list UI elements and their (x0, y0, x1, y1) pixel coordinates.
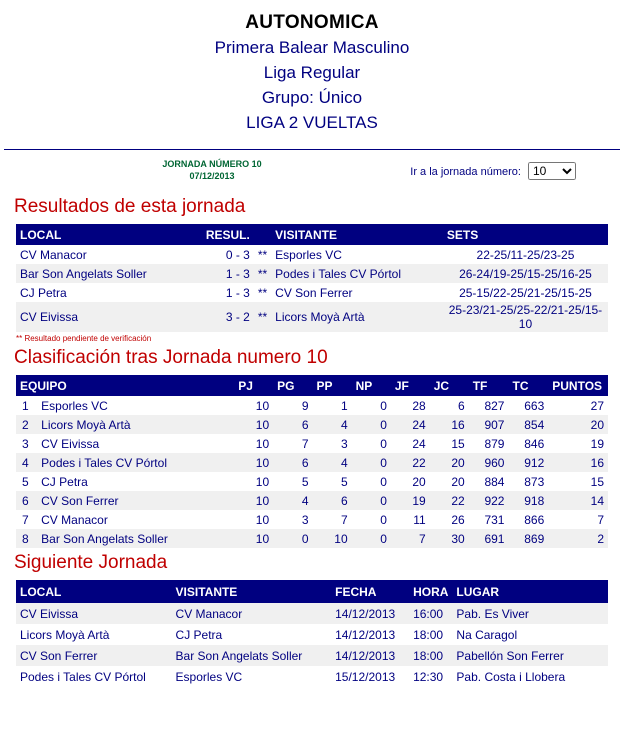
team-np: 0 (380, 436, 387, 451)
team-position: 7 (22, 512, 29, 527)
team-tc: 663 (524, 398, 545, 413)
header-divider (4, 149, 620, 150)
team-tf: 907 (484, 417, 505, 432)
next-lugar: Pab. Costa i Llobera (456, 669, 566, 684)
category-line: Primera Balear Masculino (214, 38, 410, 57)
team-name: CV Son Ferrer (41, 493, 119, 508)
team-np: 0 (380, 455, 387, 470)
classification-col-pp: PP (313, 375, 352, 396)
page-header (0, 0, 624, 135)
team-pp: 4 (340, 417, 348, 432)
table-row (16, 624, 608, 645)
result-score: 1 - 3 (225, 285, 250, 300)
team-pg: 3 (301, 512, 309, 527)
jornada-number-label: JORNADA NÚMERO 10 (162, 159, 262, 169)
team-position: 8 (22, 531, 29, 546)
team-jf: 11 (413, 512, 426, 527)
classification-col-tf: TF (469, 375, 509, 396)
next-local: Podes i Tales CV Pórtol (20, 669, 146, 684)
team-tf: 691 (484, 531, 505, 546)
next-header-row (16, 580, 608, 603)
team-puntos: 19 (590, 436, 604, 451)
classification-col-jf: JF (391, 375, 430, 396)
team-pp: 4 (340, 455, 348, 470)
result-pending-mark: ** (257, 266, 268, 281)
format-line: LIGA 2 VUELTAS (246, 113, 378, 132)
jornada-info (112, 158, 312, 182)
result-local: CJ Petra (20, 285, 67, 300)
next-fecha: 15/12/2013 (335, 669, 396, 684)
next-local: Licors Moyà Artà (20, 627, 110, 642)
results-col-sets: SETS (443, 224, 608, 245)
table-row (16, 472, 608, 491)
team-name: Podes i Tales CV Pórtol (41, 455, 167, 470)
team-pp: 10 (334, 531, 348, 546)
next-hora: 18:00 (413, 627, 444, 642)
team-pg: 4 (301, 493, 309, 508)
team-tc: 873 (524, 474, 545, 489)
result-visitante: Licors Moyà Artà (275, 310, 365, 324)
team-pg: 6 (301, 417, 309, 432)
result-local: CV Eivissa (20, 310, 79, 324)
team-jf: 24 (412, 436, 426, 451)
team-name: CV Eivissa (41, 436, 100, 451)
result-score: 0 - 3 (225, 247, 250, 262)
team-jf: 7 (419, 531, 426, 546)
table-row (16, 302, 608, 332)
table-row (16, 666, 608, 687)
team-tc: 918 (524, 493, 545, 508)
next-lugar: Pabellón Son Ferrer (456, 648, 564, 663)
team-pg: 5 (301, 474, 309, 489)
results-col-spacer (254, 224, 271, 245)
team-position: 3 (22, 436, 29, 451)
jornada-bar (0, 158, 624, 192)
team-pg: 6 (301, 455, 309, 470)
team-tc: 912 (524, 455, 545, 470)
team-position: 1 (22, 398, 29, 413)
team-np: 0 (380, 417, 387, 432)
team-pp: 5 (340, 474, 348, 489)
table-row (16, 264, 608, 283)
classification-col-np: NP (352, 375, 391, 396)
table-row (16, 510, 608, 529)
team-jc: 20 (451, 455, 465, 470)
team-pg: 9 (301, 398, 309, 413)
team-tf: 827 (484, 398, 505, 413)
team-pj: 10 (255, 493, 270, 508)
results-note: ** Resultado pendiente de verificación (16, 334, 152, 343)
table-row (16, 453, 608, 472)
team-pg: 0 (301, 531, 309, 546)
team-tf: 960 (484, 455, 505, 470)
classification-col-puntos: PUNTOS (548, 375, 608, 396)
table-row (16, 245, 608, 264)
team-tf: 879 (484, 436, 505, 451)
table-row (16, 491, 608, 510)
team-name: CV Manacor (41, 512, 108, 527)
team-tc: 866 (524, 512, 545, 527)
next-local: CV Son Ferrer (20, 648, 98, 663)
result-local: Bar Son Angelats Soller (20, 266, 147, 281)
team-jc: 26 (451, 512, 465, 527)
team-pj: 10 (255, 417, 270, 432)
team-tc: 854 (524, 417, 545, 432)
classification-col-pj: PJ (234, 375, 273, 396)
team-jc: 16 (451, 417, 465, 432)
team-name: Licors Moyà Artà (41, 417, 131, 432)
team-jc: 30 (451, 531, 465, 546)
team-pg: 7 (301, 436, 309, 451)
jornada-select-label: Ir a la jornada número: (410, 166, 521, 178)
team-pj: 10 (255, 512, 270, 527)
team-tc: 846 (524, 436, 545, 451)
result-pending-mark: ** (257, 310, 268, 324)
next-visitante: CV Manacor (175, 606, 243, 621)
table-row (16, 396, 608, 415)
classification-col-equipo: EQUIPO (16, 375, 234, 396)
results-col-resul: RESUL. (202, 224, 254, 245)
next-fecha: 14/12/2013 (335, 606, 396, 621)
team-tf: 884 (484, 474, 505, 489)
team-jf: 19 (412, 493, 426, 508)
results-header-row (16, 224, 608, 245)
classification-col-tc: TC (508, 375, 548, 396)
next-visitante: Bar Son Angelats Soller (175, 648, 303, 663)
team-jc: 22 (451, 493, 465, 508)
table-row (16, 434, 608, 453)
result-sets: 26-24/19-25/15-25/16-25 (459, 266, 592, 281)
team-position: 5 (22, 474, 29, 489)
team-np: 0 (380, 493, 387, 508)
result-sets: 22-25/11-25/23-25 (476, 247, 575, 262)
team-tf: 731 (484, 512, 505, 527)
result-sets: 25-15/22-25/21-25/15-25 (459, 285, 592, 300)
team-jf: 24 (412, 417, 426, 432)
competition-line: Liga Regular (263, 63, 361, 82)
team-puntos: 2 (597, 531, 604, 546)
team-np: 0 (380, 531, 387, 546)
next-hora: 16:00 (413, 606, 444, 621)
next-visitante: CJ Petra (175, 627, 223, 642)
team-np: 0 (380, 398, 387, 413)
next-fecha: 14/12/2013 (335, 648, 396, 663)
result-pending-mark: ** (257, 247, 268, 262)
jornada-selector (410, 162, 576, 180)
next-round-title: Siguiente Jornada (14, 552, 168, 573)
results-table (16, 224, 608, 332)
result-score: 1 - 3 (225, 266, 250, 281)
next-visitante: Esporles VC (175, 669, 243, 684)
team-puntos: 20 (590, 417, 604, 432)
team-pp: 1 (340, 398, 348, 413)
team-pp: 7 (340, 512, 348, 527)
result-visitante: Podes i Tales CV Pórtol (275, 266, 402, 281)
team-name: Esporles VC (41, 398, 108, 413)
team-puntos: 7 (597, 512, 604, 527)
classification-title: Clasificación tras Jornada numero 10 (14, 347, 328, 368)
table-row (16, 645, 608, 666)
team-position: 2 (22, 417, 29, 432)
next-col-visitante: VISITANTE (172, 580, 332, 603)
next-col-fecha: FECHA (331, 580, 409, 603)
team-puntos: 15 (590, 474, 604, 489)
results-col-local: LOCAL (16, 224, 202, 245)
team-jc: 6 (458, 398, 465, 413)
table-row (16, 283, 608, 302)
classification-col-pg: PG (273, 375, 312, 396)
jornada-select[interactable] (528, 162, 576, 180)
team-pj: 10 (255, 398, 270, 413)
classification-col-jc: JC (430, 375, 469, 396)
table-row (16, 415, 608, 434)
team-jf: 22 (412, 455, 426, 470)
team-pp: 6 (340, 493, 348, 508)
table-row (16, 603, 608, 624)
results-col-visitante: VISITANTE (271, 224, 443, 245)
next-lugar: Na Caragol (456, 627, 518, 642)
team-np: 0 (380, 512, 387, 527)
team-position: 4 (22, 455, 29, 470)
next-col-hora: HORA (409, 580, 452, 603)
table-row (16, 529, 608, 548)
next-round-table (16, 580, 608, 687)
result-pending-mark: ** (257, 285, 268, 300)
team-pj: 10 (255, 436, 270, 451)
team-puntos: 27 (590, 398, 604, 413)
team-pj: 10 (255, 474, 270, 489)
result-visitante: Esporles VC (275, 247, 342, 262)
team-jf: 28 (412, 398, 426, 413)
result-score: 3 - 2 (225, 310, 250, 324)
team-tc: 869 (524, 531, 545, 546)
result-visitante: CV Son Ferrer (275, 285, 353, 300)
jornada-date: 07/12/2013 (189, 171, 235, 181)
team-pj: 10 (255, 531, 270, 546)
team-np: 0 (380, 474, 387, 489)
results-title: Resultados de esta jornada (14, 196, 246, 217)
team-tf: 922 (484, 493, 505, 508)
team-name: Bar Son Angelats Soller (41, 531, 168, 546)
team-puntos: 16 (590, 455, 604, 470)
classification-header-row (16, 375, 608, 396)
next-hora: 18:00 (413, 648, 444, 663)
result-local: CV Manacor (20, 247, 87, 262)
team-pj: 10 (255, 455, 270, 470)
group-line: Grupo: Único (261, 88, 363, 107)
next-local: CV Eivissa (20, 606, 79, 621)
team-puntos: 14 (590, 493, 604, 508)
team-jc: 15 (451, 436, 465, 451)
next-lugar: Pab. Es Viver (456, 606, 529, 621)
classification-table (16, 375, 608, 548)
next-fecha: 14/12/2013 (335, 627, 396, 642)
team-position: 6 (22, 493, 29, 508)
next-col-lugar: LUGAR (452, 580, 608, 603)
team-pp: 3 (340, 436, 348, 451)
team-jc: 20 (451, 474, 465, 489)
next-col-local: LOCAL (16, 580, 172, 603)
page-title: AUTONOMICA (245, 12, 379, 33)
next-hora: 12:30 (413, 669, 444, 684)
team-name: CJ Petra (41, 474, 88, 489)
team-jf: 20 (412, 474, 426, 489)
result-sets: 25-23/21-25/25-22/21-25/15-10 (448, 303, 603, 331)
